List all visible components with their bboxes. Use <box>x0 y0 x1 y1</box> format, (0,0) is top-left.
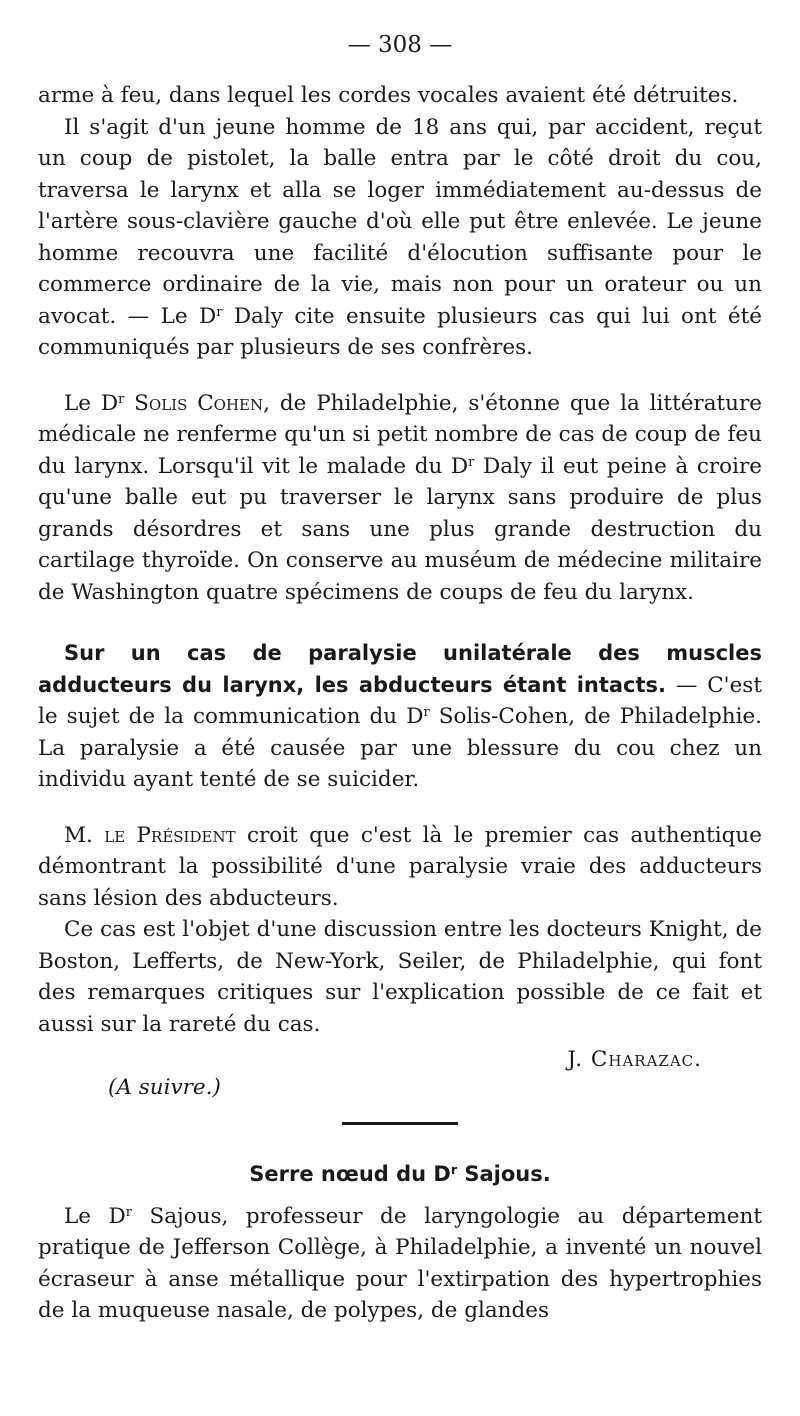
paragraph-4-a: — C'est le sujet de la communication du D <box>38 672 762 729</box>
paragraph-4-b: Solis-Cohen, de Philadelphie. La paralysie a été causée par une blessure du cou chez un individu ayant tenté de se suicider. <box>38 704 762 792</box>
paragraph-7-a: Le D <box>64 1203 126 1229</box>
section-title-a: Serre nœud du D <box>249 1162 451 1186</box>
paragraph-5-name: le Président <box>104 822 236 848</box>
paragraph-4 <box>38 638 762 796</box>
paragraph-2-end: Daly cite ensuite plusieurs cas qui lui ont été communiqués par plusieurs de ses confrères. <box>38 303 762 360</box>
section-title-sup: r <box>450 1162 458 1178</box>
paragraph-2-sup: r <box>216 304 223 320</box>
section-title-b: Sajous. <box>457 1162 551 1186</box>
signature-row <box>38 1040 762 1102</box>
paragraph-5 <box>38 820 762 915</box>
paragraph-5-a: M. <box>64 822 105 848</box>
paragraph-3-a: Le D <box>64 390 119 416</box>
page-number: — 308 — <box>347 32 453 58</box>
paragraph-3-sup: r <box>118 391 125 407</box>
paragraph-6: Ce cas est l'objet d'une discussion entre les docteurs Knight, de Boston, Lefferts, de New-York, Seiler, de Philadelphie, qui font des remarques critiques sur l'explication possible de ce fait et aussi sur la rareté du cas. <box>38 917 762 1037</box>
paragraph-3-b: , de Philadelphie, s'étonne que la littérature médicale ne renferme qu'un si petit nombre de cas de coup de feu du larynx. Lorsqu'il vit le malade du D <box>38 390 763 479</box>
signature: J. Charazac. <box>567 1047 702 1072</box>
paragraph-2 <box>38 112 762 364</box>
section-divider <box>342 1122 458 1125</box>
paragraph-7 <box>38 1201 762 1327</box>
paragraph-3 <box>38 388 762 609</box>
paragraph-3-c: Daly il eut peine à croire qu'une balle eut pu traverser le larynx sans produire de plus grands désordres et sans une plus grande destruction du cartilage thyroïde. On conserve au muséum de médecine militaire de Washington quatre spécimens de coups de feu du larynx. <box>38 453 762 605</box>
paragraph-2-text: Il s'agit d'un jeune homme de 18 ans qui, par accident, reçut un coup de pistolet, la balle entra par le côté droit du cou, traversa le larynx et alla se loger immédiatement au-dessus de l'artère sous-clavière gauche d'où elle put être enlevée. Le jeune homme recouvra une facilité d'élocution suffisante pour le commerce ordinaire de la vie, mais non pour un orateur ou un avocat. — Le D <box>38 114 762 329</box>
paragraph-3-sup-2: r <box>468 454 475 470</box>
article-body <box>38 80 762 1327</box>
paragraph-4-heading: Sur un cas de paralysie unilatérale des muscles adducteurs du larynx, les abducteurs étant intacts. <box>38 641 762 697</box>
to-be-continued: (A suivre.) <box>108 1075 221 1100</box>
paragraph-1: arme à feu, dans lequel les cordes vocales avaient été détruites. <box>38 83 739 108</box>
paragraph-3-name: Solis Cohen <box>124 390 264 416</box>
paragraph-7-b: Sajous, professeur de laryngologie au département pratique de Jefferson Collège, à Philadelphie, a inventé un nouvel écraseur à anse métallique pour l'extirpation des hypertrophies de la muqueuse nasale, de polypes, de glandes <box>38 1203 762 1323</box>
section-title <box>38 1159 762 1191</box>
paragraph-5-b: croit que c'est là le premier cas authentique démontrant la possibilité d'une paralysie vraie des adducteurs sans lésion des abducteurs. <box>38 822 762 911</box>
paragraph-4-sup: r <box>423 704 430 720</box>
paragraph-7-sup: r <box>125 1204 132 1220</box>
